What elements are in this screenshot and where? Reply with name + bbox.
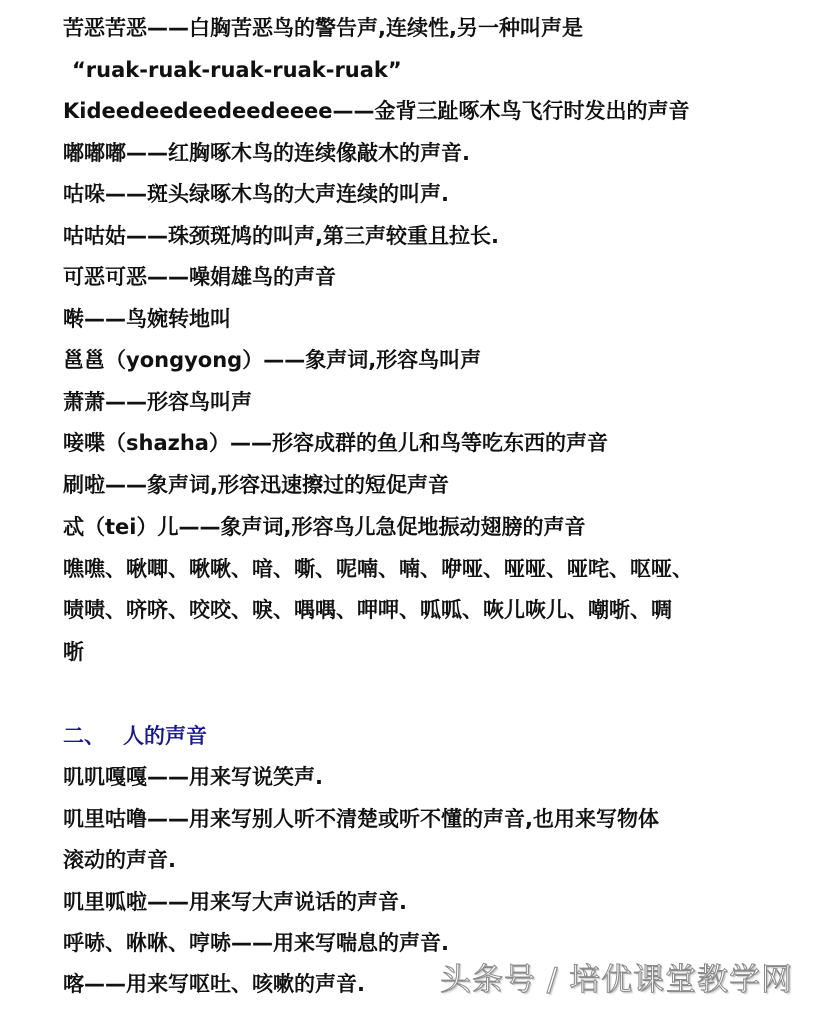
text-line: 可恶可恶——噪娟雄鸟的声音 — [63, 265, 336, 289]
text-line: 叽里咕噜——用来写别人听不清楚或听不懂的声音,也用来写物体 — [63, 807, 659, 831]
text-line: 啧啧、哜哜、咬咬、唳、喁喁、呷呷、呱呱、咴儿咴儿、嘲哳、啁 — [63, 598, 672, 622]
section-heading — [63, 722, 207, 750]
section-heading-number: 二、 — [63, 724, 105, 748]
text-line: 滚动的声音. — [63, 848, 176, 872]
section-heading-title: 人的声音 — [123, 724, 207, 748]
text-line: 呼哧、咻咻、哼哧——用来写喘息的声音. — [63, 931, 449, 955]
text-line: 唼喋（shazha）——形容成群的鱼儿和鸟等吃东西的声音 — [63, 431, 608, 455]
text-line: 哳 — [63, 640, 84, 664]
text-line: 叽叽嘎嘎——用来写说笑声. — [63, 765, 323, 789]
text-line: 咕咕姑——珠颈斑鸠的叫声,第三声较重且拉长. — [63, 224, 499, 248]
text-line: 萧萧——形容鸟叫声 — [63, 390, 252, 414]
text-line: Kideedeedeedeedeeee——金背三趾啄木鸟飞行时发出的声音 — [63, 99, 690, 123]
text-line: 咕哚——斑头绿啄木鸟的大声连续的叫声. — [63, 182, 449, 206]
text-line: 噍噍、啾唧、啾啾、喑、嘶、呢喃、喃、咿哑、哑哑、哑咤、呕哑、 — [63, 557, 693, 581]
watermark: 头条号 / 培优课堂教学网 — [440, 962, 794, 998]
text-line: “ruak-ruak-ruak-ruak-ruak” — [72, 58, 402, 82]
text-line: 喀——用来写呕吐、咳嗽的声音. — [63, 972, 365, 996]
text-line: 嘟嘟嘟——红胸啄木鸟的连续像敲木的声音. — [63, 141, 470, 165]
text-line: 邕邕（yongyong）——象声词,形容鸟叫声 — [63, 348, 482, 372]
text-line: 刷啦——象声词,形容迅速擦过的短促声音 — [63, 473, 449, 497]
text-line: 忒（tei）儿——象声词,形容鸟儿急促地振动翅膀的声音 — [63, 515, 586, 539]
text-line: 啭——鸟婉转地叫 — [63, 307, 231, 331]
text-line: 叽里呱啦——用来写大声说话的声音. — [63, 890, 407, 914]
text-line: 苦恶苦恶——白胸苦恶鸟的警告声,连续性,另一种叫声是 — [63, 16, 583, 40]
